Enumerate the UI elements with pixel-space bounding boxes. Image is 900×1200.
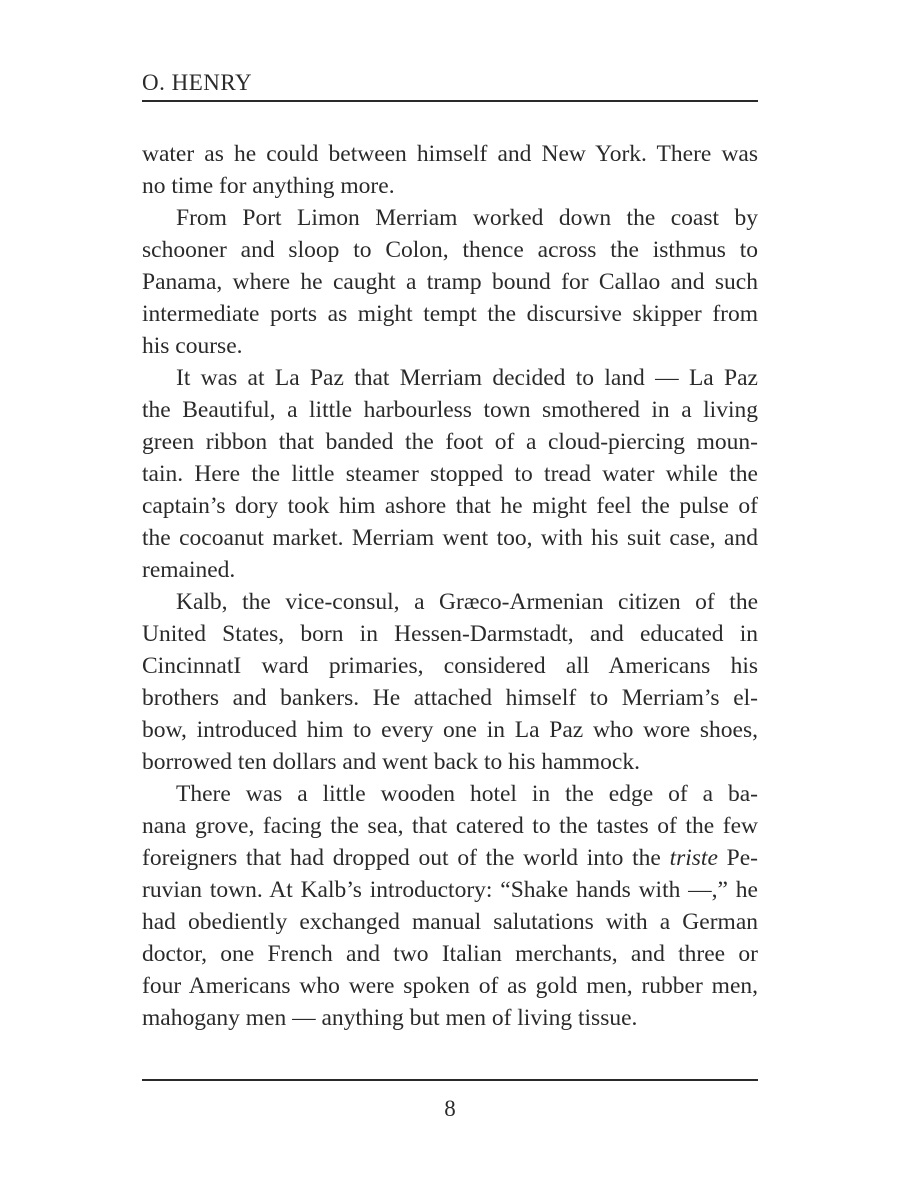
running-head: O. HENRY [142, 70, 253, 95]
paragraph-3 [142, 362, 758, 586]
text-line: had obediently exchanged manual salutations with a German [142, 909, 758, 935]
text-line: bow, introduced him to every one in La Paz who wore shoes, [142, 717, 758, 743]
text-line: captain’s dory took him ashore that he might feel the pulse of [142, 493, 758, 519]
text-line: brothers and bankers. He attached himself to Merriam’s el- [142, 685, 758, 711]
paragraph-2 [142, 202, 758, 362]
text-line: Kalb, the vice-consul, a Græco-Armenian citizen of the [176, 589, 758, 615]
text-fragment: Pe- [717, 845, 758, 871]
paragraph-1 [142, 138, 758, 202]
text-line: There was a little wooden hotel in the edge of a ba- [176, 781, 758, 807]
footer-rule [142, 1079, 758, 1081]
header-rule [142, 100, 758, 102]
italic-word: triste [669, 845, 718, 871]
text-line: intermediate ports as might tempt the discursive skipper from [142, 301, 758, 327]
text-line: tain. Here the little steamer stopped to tread water while the [142, 461, 758, 487]
text-line: his course. [142, 333, 243, 359]
text-line: nana grove, facing the sea, that catered to the tastes of the few [142, 813, 758, 839]
text-line: the cocoanut market. Merriam went too, with his suit case, and [142, 525, 758, 551]
text-line: ruvian town. At Kalb’s introductory: “Shake hands with —,” he [142, 877, 758, 903]
text-line: mahogany men — anything but men of living tissue. [142, 1005, 638, 1031]
text-line [142, 842, 758, 874]
paragraph-5 [142, 778, 758, 1034]
text-line: water as he could between himself and New York. There was [142, 141, 758, 167]
text-line: the Beautiful, a little harbourless town smothered in a living [142, 397, 758, 423]
page-number: 8 [444, 1096, 456, 1121]
text-line: four Americans who were spoken of as gold men, rubber men, [142, 973, 758, 999]
text-fragment: foreigners that had dropped out of the world into the [142, 845, 670, 871]
body-text [142, 138, 758, 1034]
text-line: remained. [142, 557, 236, 583]
paragraph-4 [142, 586, 758, 778]
text-line: Panama, where he caught a tramp bound for Callao and such [142, 269, 758, 295]
text-line: no time for anything more. [142, 173, 395, 199]
text-line: schooner and sloop to Colon, thence across the isthmus to [142, 237, 758, 263]
text-line: borrowed ten dollars and went back to his hammock. [142, 749, 640, 775]
text-line: CincinnatI ward primaries, considered all Americans his [142, 653, 758, 679]
text-line: It was at La Paz that Merriam decided to land — La Paz [176, 365, 758, 391]
text-line: From Port Limon Merriam worked down the coast by [176, 205, 758, 231]
text-line: United States, born in Hessen-Darmstadt, and educated in [142, 621, 758, 647]
text-line: green ribbon that banded the foot of a cloud-piercing moun- [142, 429, 758, 455]
text-line: doctor, one French and two Italian merchants, and three or [142, 941, 758, 967]
